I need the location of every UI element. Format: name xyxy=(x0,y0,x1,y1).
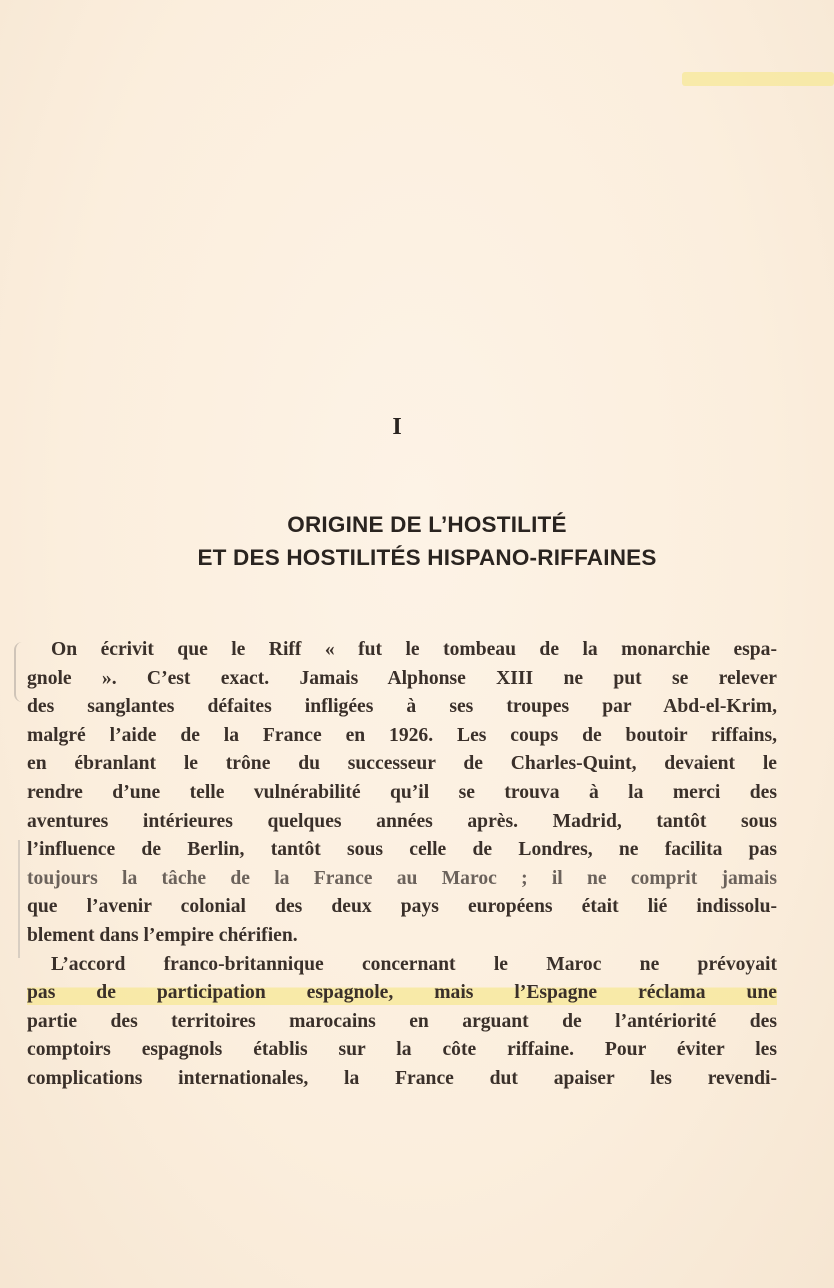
margin-pencil-mark xyxy=(14,642,26,702)
text-line: en ébranlant le trône du successeur de Charles-Quint, devaient le xyxy=(27,753,777,775)
text-line: que l’avenir colonial des deux pays européens était lié indissolu- xyxy=(27,896,777,918)
chapter-number: I xyxy=(392,414,402,440)
margin-pencil-line xyxy=(18,840,26,958)
highlighter-mark xyxy=(682,72,834,86)
text-line: comptoirs espagnols établis sur la côte riffaine. Pour éviter les xyxy=(27,1039,777,1061)
text-line: l’influence de Berlin, tantôt sous celle de Londres, ne facilita pas xyxy=(27,839,777,861)
chapter-title-line-2: ET DES HOSTILITÉS HISPANO-RIFFAINES xyxy=(197,545,657,570)
body-text xyxy=(27,636,777,1094)
text-line: L’accord franco-britannique concernant le Maroc ne prévoyait xyxy=(51,953,777,975)
text-line: toujours la tâche de la France au Maroc ; il ne comprit jamais xyxy=(27,867,777,889)
chapter-title-line-1: ORIGINE DE L’HOSTILITÉ xyxy=(287,512,567,537)
text-line: malgré l’aide de la France en 1926. Les coups de boutoir riffains, xyxy=(27,724,777,746)
text-line: complications internationales, la France dut apaiser les revendi- xyxy=(27,1067,777,1089)
text-line: aventures intérieures quelques années après. Madrid, tantôt sous xyxy=(27,810,777,832)
text-line: des sanglantes défaites infligées à ses troupes par Abd-el-Krim, xyxy=(27,696,777,718)
text-line: On écrivit que le Riff « fut le tombeau de la monarchie espa- xyxy=(51,639,777,660)
text-line: pas de participation espagnole, mais l’Espagne réclama une xyxy=(27,979,777,1008)
chapter-title xyxy=(60,508,794,574)
text-line: gnole ». C’est exact. Jamais Alphonse XIII ne put se relever xyxy=(27,667,777,689)
text-line: rendre d’une telle vulnérabilité qu’il se trouva à la merci des xyxy=(27,781,777,803)
text-line: partie des territoires marocains en arguant de l’antériorité des xyxy=(27,1010,777,1032)
text-line: blement dans l’empire chérifien. xyxy=(27,924,298,946)
